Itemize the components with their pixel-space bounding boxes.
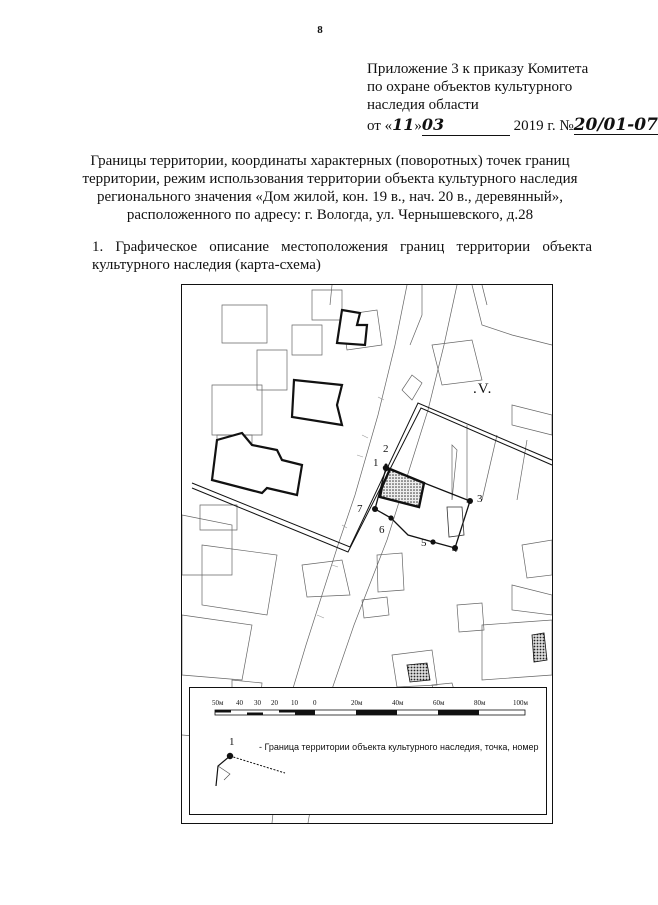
point-label-6: 6 [379, 524, 385, 536]
date-month: 03 [421, 115, 445, 134]
point-label-1: 1 [373, 457, 379, 469]
title-line-3: регионального значения «Дом жилой, кон. 19 в., нач. 20 в., деревянный», [96, 189, 564, 205]
scale-label: 20м [351, 699, 363, 707]
scale-label: 40 [236, 699, 243, 707]
appendix-date-line [367, 116, 658, 136]
appendix-line-2: по охране объектов культурного [367, 79, 573, 95]
scale-label: 100м [513, 699, 528, 707]
scale-label: 20 [271, 699, 278, 707]
scale-label: 30 [254, 699, 261, 707]
title-line-1: Границы территории, координаты характерных (поворотных) точек границ [90, 153, 570, 169]
section-heading: 1. Графическое описание местоположения границ территории объекта культурного наследия (карта-схема) [92, 239, 592, 273]
scale-label: 0 [313, 699, 317, 707]
scale-label: 50м [212, 699, 224, 707]
date-month-field [422, 116, 510, 136]
legend-point-number: 1 [229, 736, 235, 748]
date-prefix: от « [367, 118, 393, 134]
appendix-line-1: Приложение 3 к приказу Комитета [367, 61, 589, 77]
document-title [70, 152, 590, 224]
map-mark: .V. [473, 381, 493, 397]
point-label-7: 7 [357, 503, 363, 515]
point-label-5: 5 [421, 537, 427, 549]
title-line-4: расположенного по адресу: г. Вологда, ул. Чернышевского, д.28 [126, 207, 534, 223]
date-year: 2019 г. № [513, 118, 574, 134]
legend-description: - Граница территории объекта культурного наследия, точка, номер [259, 742, 539, 752]
date-mid: » [414, 118, 422, 134]
point-label-4: 4 [452, 543, 458, 555]
order-number: 20/01-07 [573, 115, 658, 135]
page-number: 8 [317, 24, 323, 36]
scale-label: 40м [392, 699, 404, 707]
appendix-line-3: наследия области [367, 97, 479, 113]
scale-label: 80м [474, 699, 486, 707]
point-label-2: 2 [383, 443, 389, 455]
date-day: 11 [392, 115, 415, 134]
scale-label: 60м [433, 699, 445, 707]
title-line-2: территории, режим использования территории объекта культурного наследия [82, 171, 578, 187]
point-label-3: 3 [477, 493, 483, 505]
legend-boundary-sample [216, 753, 285, 786]
scale-label: 10 [291, 699, 298, 707]
